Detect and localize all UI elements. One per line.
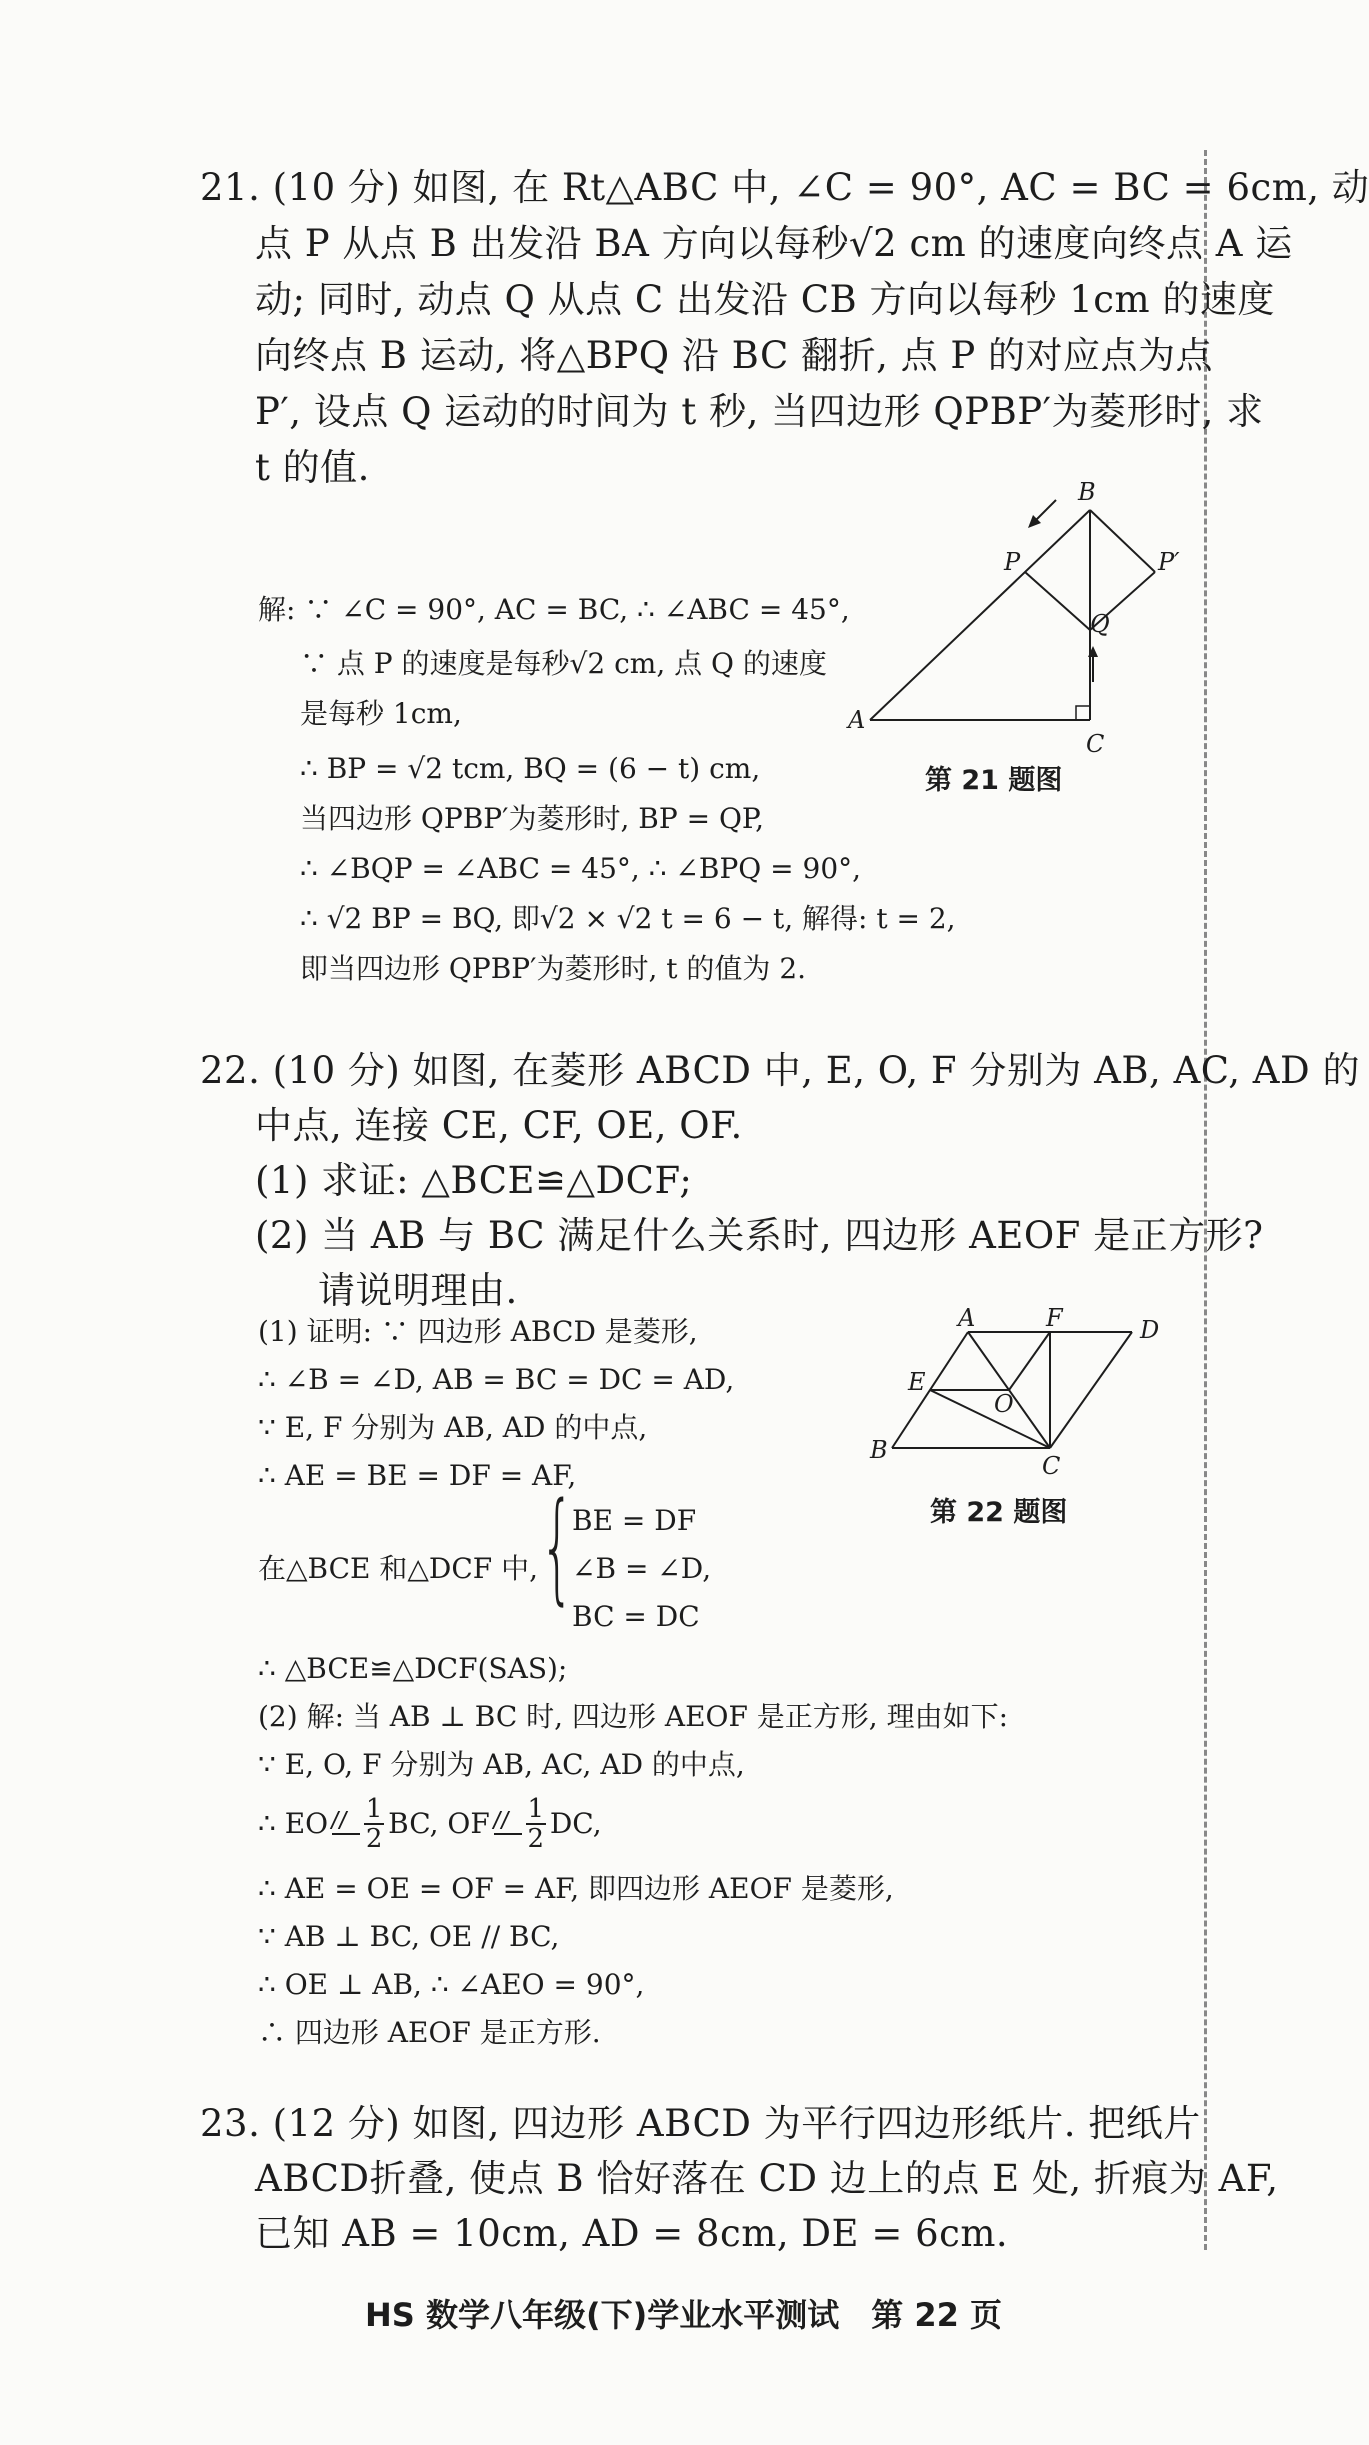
q21-line-6: t 的值.: [255, 446, 370, 489]
margin-dashed-line: [1204, 150, 1207, 2250]
q21-line-2: 点 P 从点 B 出发沿 BA 方向以每秒√2 cm 的速度向终点 A 运: [255, 222, 1293, 265]
label-D: D: [1140, 1316, 1160, 1344]
q22-sol-3: ∵ E, F 分别为 AB, AD 的中点,: [258, 1411, 648, 1444]
mid-text-c: DC,: [549, 1807, 602, 1840]
q21-figure: [840, 470, 1180, 758]
segment-BP2: [1090, 510, 1155, 572]
q21-sol-6: ∴ ∠BQP = ∠ABC = 45°, ∴ ∠BPQ = 90°,: [300, 852, 862, 885]
segment-AB: [870, 510, 1090, 720]
q22-sol-2: ∴ ∠B = ∠D, AB = BC = DC = AD,: [258, 1363, 735, 1396]
q22-system-2: ∠B = ∠D,: [572, 1552, 712, 1585]
q22-figure: [850, 1298, 1190, 1478]
q21-sol-8: 即当四边形 QPBP′为菱形时, t 的值为 2.: [300, 952, 807, 985]
q22-line-4: (2) 当 AB 与 BC 满足什么关系时, 四边形 AEOF 是正方形?: [255, 1214, 1264, 1257]
q22-sol-8: [258, 1795, 602, 1853]
mid-text-b: BC, OF: [388, 1807, 490, 1840]
segment-OF: [1009, 1332, 1050, 1390]
q21-sol-1: 解: ∵ ∠C = 90°, AC = BC, ∴ ∠ABC = 45°,: [258, 593, 850, 626]
q22-line-1: 22. (10 分) 如图, 在菱形 ABCD 中, E, O, F 分别为 AB, AC, AD 的: [200, 1049, 1360, 1092]
q22-sol-12: ∴ 四边形 AEOF 是正方形.: [258, 2016, 601, 2049]
label-B: B: [1078, 478, 1096, 506]
label-C: C: [1042, 1452, 1061, 1480]
q22-sol-1: (1) 证明: ∵ 四边形 ABCD 是菱形,: [258, 1315, 698, 1348]
q21-sol-5: 当四边形 QPBP′为菱形时, BP = QP,: [300, 802, 764, 835]
fraction-den-2: 2: [527, 1824, 545, 1854]
q21-line-5: P′, 设点 Q 运动的时间为 t 秒, 当四边形 QPBP′为菱形时, 求: [255, 390, 1264, 433]
q22-system-1: BE = DF: [572, 1504, 697, 1537]
q22-system-intro: 在△BCE 和△DCF 中,: [258, 1552, 539, 1585]
q22-sol-11: ∴ OE ⊥ AB, ∴ ∠AEO = 90°,: [258, 1968, 645, 2001]
fraction-half-2: [526, 1795, 546, 1853]
q22-sol-10: ∵ AB ⊥ BC, OE // BC,: [258, 1920, 560, 1953]
parallel-equal-symbol: [332, 1809, 360, 1839]
label-E: E: [908, 1368, 926, 1396]
segment-EC: [930, 1390, 1050, 1448]
right-angle-mark: [1076, 706, 1090, 720]
q22-sol-6: (2) 解: 当 AB ⊥ BC 时, 四边形 AEOF 是正方形, 理由如下:: [258, 1700, 1009, 1733]
q21-sol-2: ∵ 点 P 的速度是每秒√2 cm, 点 Q 的速度: [300, 647, 827, 680]
q23-line-3: 已知 AB = 10cm, AD = 8cm, DE = 6cm.: [255, 2212, 1009, 2255]
segment-DC: [1050, 1332, 1132, 1448]
label-F: F: [1046, 1304, 1063, 1332]
q22-sol-7: ∵ E, O, F 分别为 AB, AC, AD 的中点,: [258, 1748, 745, 1781]
fraction-den: 2: [365, 1824, 383, 1854]
label-P-prime: P′: [1158, 548, 1180, 576]
fraction-num-2: 1: [527, 1794, 545, 1824]
arrow-down-left-line: [1034, 500, 1056, 522]
parallel-equal-symbol-2: [494, 1809, 522, 1839]
q21-sol-7: ∴ √2 BP = BQ, 即√2 × √2 t = 6 − t, 解得: t = 2,: [300, 902, 956, 935]
label-A: A: [848, 706, 866, 734]
q22-caption: 第 22 题图: [930, 1497, 1068, 1528]
fraction-num: 1: [365, 1794, 383, 1824]
q21-line-1: 21. (10 分) 如图, 在 Rt△ABC 中, ∠C = 90°, AC = BC = 6cm, 动: [200, 166, 1369, 209]
label-Q: Q: [1090, 610, 1110, 638]
q21-line-3: 动; 同时, 动点 Q 从点 C 出发沿 CB 方向以每秒 1cm 的速度: [255, 278, 1275, 321]
page-footer: HS 数学八年级(下)学业水平测试 第 22 页: [365, 2296, 1003, 2334]
q22-line-5: 请说明理由.: [318, 1269, 518, 1312]
q23-line-2: ABCD折叠, 使点 B 恰好落在 CD 边上的点 E 处, 折痕为 AF,: [255, 2157, 1279, 2200]
fraction-half: [364, 1795, 384, 1853]
q22-sol-9: ∴ AE = OE = OF = AF, 即四边形 AEOF 是菱形,: [258, 1872, 894, 1905]
label-A: A: [958, 1304, 976, 1332]
q21-caption: 第 21 题图: [925, 765, 1063, 796]
label-P: P: [1004, 548, 1021, 576]
q21-line-4: 向终点 B 运动, 将△BPQ 沿 BC 翻折, 点 P 的对应点为点: [255, 334, 1214, 377]
q23-line-1: 23. (12 分) 如图, 四边形 ABCD 为平行四边形纸片. 把纸片: [200, 2102, 1201, 2145]
q22-line-2: 中点, 连接 CE, CF, OE, OF.: [255, 1104, 743, 1147]
label-O: O: [994, 1390, 1014, 1418]
q22-sol-5: ∴ △BCE≌△DCF(SAS);: [258, 1652, 568, 1685]
q21-sol-4: ∴ BP = √2 tcm, BQ = (6 − t) cm,: [300, 752, 761, 785]
q21-sol-3: 是每秒 1cm,: [300, 697, 462, 730]
q22-system-3: BC = DC: [572, 1600, 700, 1633]
q22-line-3: (1) 求证: △BCE≌△DCF;: [255, 1159, 693, 1202]
label-B: B: [870, 1436, 888, 1464]
label-C: C: [1086, 730, 1105, 758]
mid-text-a: ∴ EO: [258, 1807, 329, 1840]
segment-PQ: [1025, 572, 1090, 630]
q22-sol-4: ∴ AE = BE = DF = AF,: [258, 1459, 577, 1492]
